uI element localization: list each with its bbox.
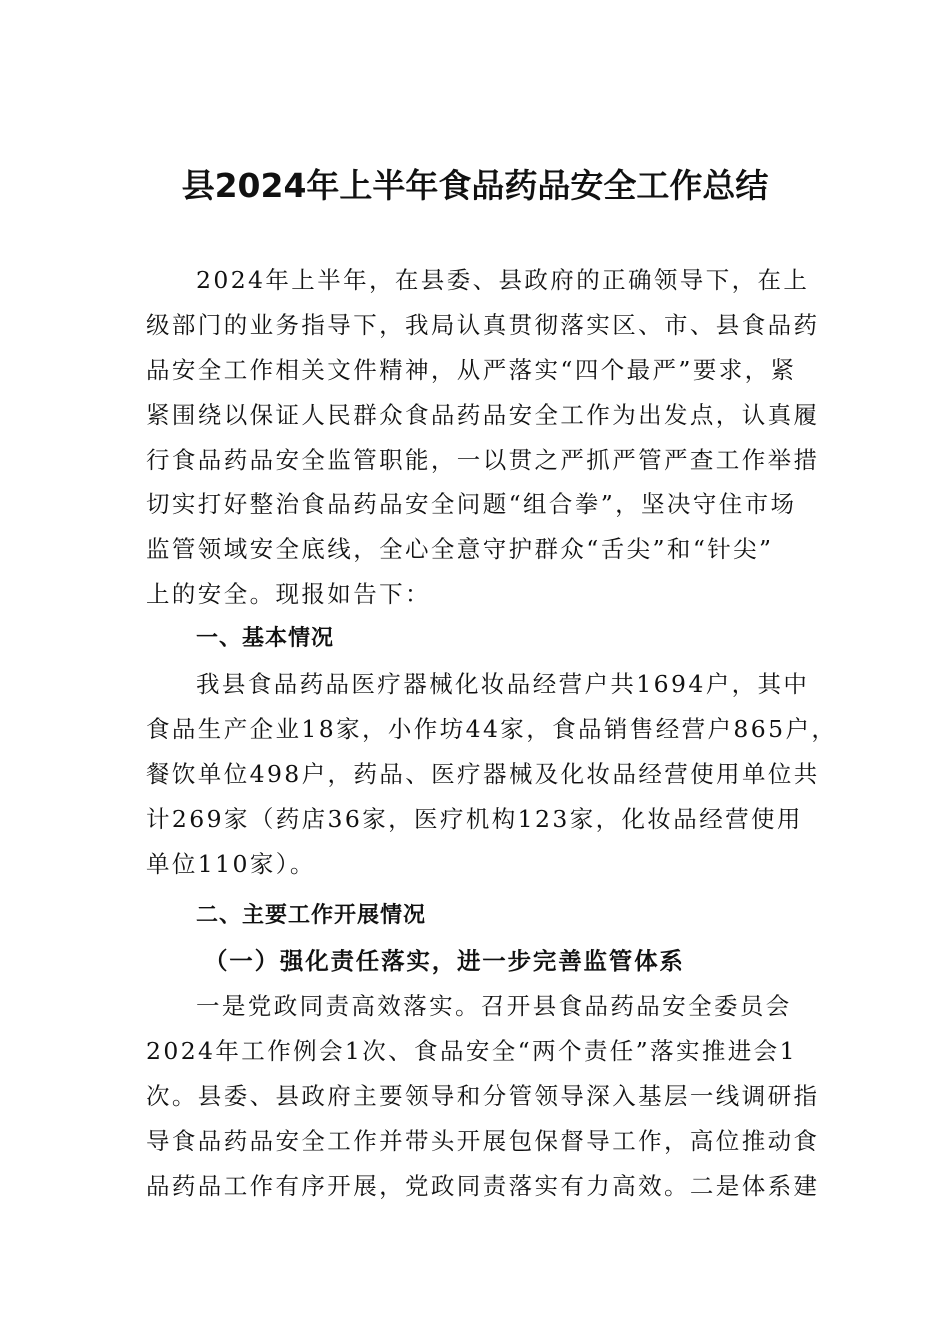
- section2-line: 次。县委、县政府主要领导和分管领导深入基层一线调研指: [146, 1082, 820, 1111]
- section2-line: 2024年工作例会1次、食品安全“两个责任”落实推进会1: [146, 1037, 797, 1066]
- section2-line: 一是党政同责高效落实。召开县食品药品安全委员会: [196, 992, 792, 1021]
- section-heading-main-work: 二、主要工作开展情况: [196, 903, 427, 929]
- intro-line: 上的安全。现报如告下：: [146, 580, 431, 609]
- section1-line: 食品生产企业18家，小作坊44家，食品销售经营户865户，: [146, 714, 838, 743]
- intro-line: 切实打好整治食品药品安全问题“组合拳”，坚决守住市场: [146, 490, 797, 519]
- section1-line: 餐饮单位498户，药品、医疗器械及化妆品经营使用单位共: [146, 759, 820, 788]
- subsection-heading: （一）强化责任落实，进一步完善监管体系: [204, 947, 685, 976]
- paragraph-gap: [146, 886, 812, 894]
- intro-line: 品安全工作相关文件精神，从严落实“四个最严”要求，紧: [146, 355, 797, 384]
- intro-line: 行食品药品安全监管职能，一以贯之严抓严管严查工作举措: [146, 445, 820, 474]
- section2-line: 导食品药品安全工作并带头开展包保督导工作，高位推动食: [146, 1126, 820, 1155]
- section1-line: 计269家（药店36家，医疗机构123家，化妆品经营使用: [146, 804, 803, 833]
- section1-line: 我县食品药品医疗器械化妆品经营户共1694户，其中: [196, 670, 810, 699]
- document-body: [146, 258, 838, 1209]
- section-heading-basic-situation: 一、基本情况: [196, 626, 335, 652]
- intro-line: 2024年上半年，在县委、县政府的正确领导下，在上: [196, 266, 810, 294]
- section2-line: 品药品工作有序开展，党政同责落实有力高效。二是体系建: [146, 1171, 820, 1200]
- section1-line: 单位110家）。: [146, 849, 316, 878]
- intro-line: 紧围绕以保证人民群众食品药品安全工作为出发点，认真履: [146, 400, 820, 429]
- intro-line: 监管领域安全底线，全心全意守护群众“舌尖”和“针尖”: [146, 535, 774, 564]
- document-title: 县2024年上半年食品药品安全工作总结: [181, 166, 769, 205]
- intro-line: 级部门的业务指导下，我局认真贯彻落实区、市、县食品药: [146, 310, 820, 339]
